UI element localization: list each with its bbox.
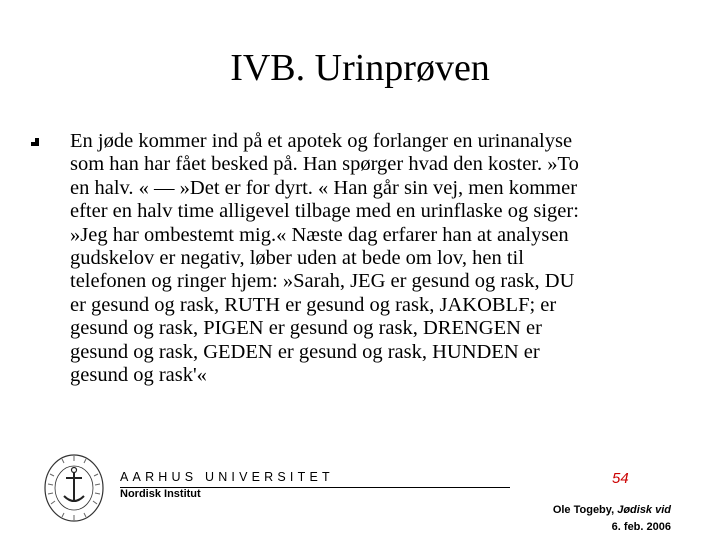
bullet-text: En jøde kommer ind på et apotek og forlanger en urinanalyse som han har fået besked på. Han spørger hvad den koster. »To en halv. « — »Det er for dyrt. « Han går sin vej, men kommer efter en halv time alligevel tilbage med en urinflaske og siger: »Jeg har ombestemt mig.« Næste dag erfarer han at analysen gudskelov er negativ, løber uden at bede om lov, hen til telefonen og ringer hjem: »Sarah, JEG er gesund og rask, DU er gesund og rask, RUTH er gesund og rask, JAKOBLF; er gesund og rask, PIGEN er gesund og rask, DRENGEN er gesund og rask, GEDEN er gesund og rask, HUNDEN er gesund og rask'«: [70, 130, 579, 387]
author-block: [553, 502, 671, 536]
author-name: Ole Togeby,: [552, 504, 618, 516]
slide-title: IVB. Urinprøven: [230, 47, 490, 89]
author-topic: Jødisk vid: [617, 504, 671, 516]
bullet-item: [30, 130, 680, 387]
author-line: [553, 502, 671, 519]
presentation-date: 6. feb. 2006: [611, 521, 671, 533]
university-name: AARHUS UNIVERSITET: [120, 470, 334, 484]
square-bullet-icon: [30, 137, 40, 147]
institute-name: Nordisk Institut: [120, 488, 201, 500]
aarhus-university-seal-icon: [42, 452, 106, 524]
slide-body: [30, 130, 680, 387]
slide-number: 54: [612, 470, 629, 487]
